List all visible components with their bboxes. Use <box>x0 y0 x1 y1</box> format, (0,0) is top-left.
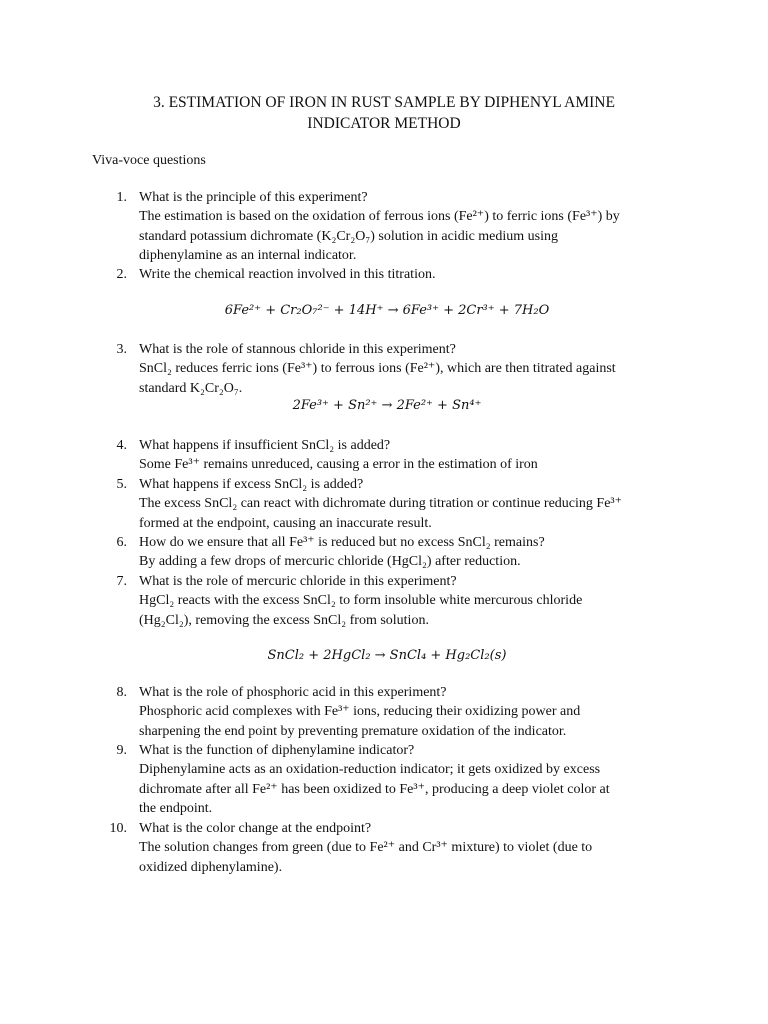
answer-line: Diphenylamine acts as an oxidation-reduction indicator; it gets oxidized by excess <box>139 762 601 778</box>
answer-line: By adding a few drops of mercuric chloride (HgCl₂) after reduction. <box>139 554 521 570</box>
answer-line: (Hg₂Cl₂), removing the excess SnCl₂ from solution. <box>139 612 429 628</box>
page-title <box>90 92 678 134</box>
question-8 <box>92 683 682 741</box>
question-text: What is the function of diphenylamine indicator? <box>139 743 415 758</box>
question-number: 6. <box>116 535 127 550</box>
answer-line: oxidized diphenylamine). <box>139 859 283 875</box>
question-2 <box>92 265 682 284</box>
answer-line: Some Fe³⁺ remains unreduced, causing a error in the estimation of iron <box>139 457 538 473</box>
answer-line: Phosphoric acid complexes with Fe³⁺ ions, reducing their oxidizing power and <box>139 704 581 720</box>
equation-stannous-reduction <box>92 398 682 413</box>
answer-line: The estimation is based on the oxidation of ferrous ions (Fe²⁺) to ferric ions (Fe³⁺) by <box>139 209 620 225</box>
question-number: 9. <box>116 743 127 758</box>
question-number: 7. <box>116 574 127 589</box>
equation-text: 6Fe²⁺ + Cr₂O₇²⁻ + 14H⁺ → 6Fe³⁺ + 2Cr³⁺ + 7H₂O <box>224 303 550 318</box>
question-6 <box>92 533 682 572</box>
question-number: 8. <box>116 685 127 700</box>
question-number: 5. <box>116 477 127 492</box>
question-5 <box>92 475 682 533</box>
question-text: What is the role of mercuric chloride in this experiment? <box>139 574 457 589</box>
question-10 <box>92 819 682 877</box>
equation-text: 2Fe³⁺ + Sn²⁺ → 2Fe²⁺ + Sn⁴⁺ <box>292 398 482 413</box>
title-line-2: INDICATOR METHOD <box>307 115 461 132</box>
answer-line: dichromate after all Fe²⁺ has been oxidized to Fe³⁺, producing a deep violet color at <box>139 781 610 797</box>
question-4 <box>92 436 682 475</box>
answer-line: The excess SnCl₂ can react with dichromate during titration or continue reducing Fe³⁺ <box>139 496 622 512</box>
answer-line: standard potassium dichromate (K₂Cr₂O₇) solution in acidic medium using <box>139 228 559 244</box>
question-number: 2. <box>116 267 127 282</box>
answer-line: HgCl₂ reacts with the excess SnCl₂ to form insoluble white mercurous chloride <box>139 593 583 609</box>
question-3 <box>92 340 682 398</box>
answer-line: sharpening the end point by preventing premature oxidation of the indicator. <box>139 723 567 739</box>
question-number: 3. <box>116 342 127 357</box>
question-9 <box>92 741 682 819</box>
question-1 <box>92 188 682 266</box>
answer-line: diphenylamine as an internal indicator. <box>139 248 357 264</box>
answer-line: SnCl₂ reduces ferric ions (Fe³⁺) to ferrous ions (Fe²⁺), which are then titrated against <box>139 361 616 377</box>
question-number: 10. <box>109 821 127 836</box>
question-text: What happens if excess SnCl₂ is added? <box>139 477 364 492</box>
question-text: What is the principle of this experiment? <box>139 190 368 205</box>
question-number: 1. <box>116 190 127 205</box>
question-text: How do we ensure that all Fe³⁺ is reduced but no excess SnCl₂ remains? <box>139 535 545 550</box>
answer-line: The solution changes from green (due to Fe²⁺ and Cr³⁺ mixture) to violet (due to <box>139 840 593 856</box>
question-text: What is the role of phosphoric acid in this experiment? <box>139 685 447 700</box>
equation-text: SnCl₂ + 2HgCl₂ → SnCl₄ + Hg₂Cl₂(s) <box>267 648 507 663</box>
answer-line: standard K₂Cr₂O₇. <box>139 380 243 396</box>
section-label: Viva-voce questions <box>92 153 206 168</box>
question-number: 4. <box>116 438 127 453</box>
question-text: What is the color change at the endpoint? <box>139 821 372 836</box>
question-7 <box>92 572 682 630</box>
answer-line: formed at the endpoint, causing an inaccurate result. <box>139 515 432 531</box>
equation-dichromate-reaction <box>92 303 682 318</box>
equation-mercuric-reaction <box>92 648 682 663</box>
title-line-1: 3. ESTIMATION OF IRON IN RUST SAMPLE BY DIPHENYL AMINE <box>153 94 615 111</box>
question-text: What is the role of stannous chloride in this experiment? <box>139 342 456 357</box>
question-text: Write the chemical reaction involved in this titration. <box>139 267 436 282</box>
question-text: What happens if insufficient SnCl₂ is added? <box>139 438 391 453</box>
answer-line: the endpoint. <box>139 801 213 817</box>
